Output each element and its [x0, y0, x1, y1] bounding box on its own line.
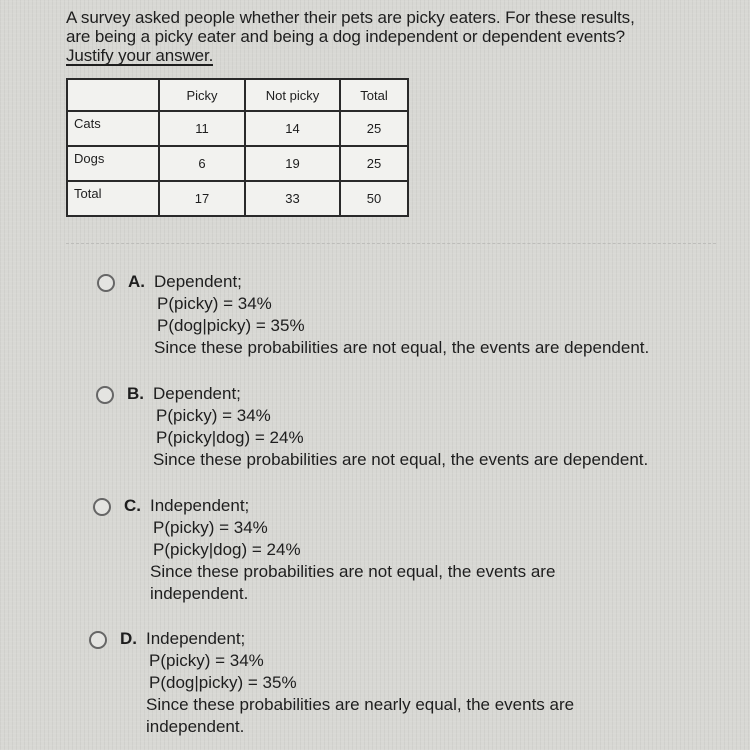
option-b-line-4: Since these probabilities are not equal, the events are dependent. — [153, 450, 649, 469]
option-c-line-1: Independent; — [150, 496, 250, 515]
table-row-dogs — [67, 146, 408, 181]
option-c-line-5: independent. — [150, 584, 249, 603]
option-d-line-2: P(picky) = 34% — [149, 651, 264, 670]
question-text — [66, 8, 736, 66]
cell-dogs-not-picky: 19 — [245, 146, 340, 181]
row-label-cats: Cats — [67, 111, 159, 146]
section-divider — [66, 243, 716, 244]
option-c-line-2: P(picky) = 34% — [153, 518, 268, 537]
option-d-line-1: Independent; — [146, 629, 246, 648]
cell-dogs-total: 25 — [340, 146, 408, 181]
option-letter-d: D. — [120, 629, 137, 648]
option-body-c — [150, 495, 710, 605]
option-letter-b: B. — [127, 384, 144, 403]
row-label-dogs: Dogs — [67, 146, 159, 181]
table-header-total: Total — [340, 79, 408, 111]
cell-total-not-picky: 33 — [245, 181, 340, 216]
table-row-total — [67, 181, 408, 216]
cell-dogs-picky: 6 — [159, 146, 245, 181]
option-letter-c: C. — [124, 496, 141, 515]
option-b-line-1: Dependent; — [153, 384, 241, 403]
cell-cats-total: 25 — [340, 111, 408, 146]
option-letter-a: A. — [128, 272, 145, 291]
table-header-picky: Picky — [159, 79, 245, 111]
question-line-1: A survey asked people whether their pets are picky eaters. For these results, — [66, 8, 635, 27]
radio-button-a[interactable] — [97, 274, 115, 292]
cell-cats-not-picky: 14 — [245, 111, 340, 146]
option-c-line-3: P(picky|dog) = 24% — [153, 540, 301, 559]
question-line-2: are being a picky eater and being a dog independent or dependent events? — [66, 27, 625, 46]
option-body-d — [146, 628, 706, 738]
option-a-line-1: Dependent; — [154, 272, 242, 291]
option-a-line-4: Since these probabilities are not equal, the events are dependent. — [154, 338, 650, 357]
radio-button-b[interactable] — [96, 386, 114, 404]
option-a-line-3: P(dog|picky) = 35% — [157, 316, 305, 335]
option-d-line-5: independent. — [146, 717, 245, 736]
row-label-total: Total — [67, 181, 159, 216]
cell-total-picky: 17 — [159, 181, 245, 216]
option-body-b — [153, 383, 713, 471]
question-line-3: Justify your answer. — [66, 46, 214, 65]
option-c-line-4: Since these probabilities are not equal, the events are — [150, 562, 556, 581]
option-d-line-3: P(dog|picky) = 35% — [149, 673, 297, 692]
table-header-row — [67, 79, 408, 111]
option-body-a — [154, 271, 714, 359]
table-header-not-picky: Not picky — [245, 79, 340, 111]
radio-button-d[interactable] — [89, 631, 107, 649]
table-header-corner — [67, 79, 159, 111]
cell-cats-picky: 11 — [159, 111, 245, 146]
cell-total-total: 50 — [340, 181, 408, 216]
option-b-line-2: P(picky) = 34% — [156, 406, 271, 425]
survey-table — [66, 78, 409, 217]
table-row-cats — [67, 111, 408, 146]
option-b-line-3: P(picky|dog) = 24% — [156, 428, 304, 447]
option-a-line-2: P(picky) = 34% — [157, 294, 272, 313]
option-d-line-4: Since these probabilities are nearly equal, the events are — [146, 695, 575, 714]
radio-button-c[interactable] — [93, 498, 111, 516]
